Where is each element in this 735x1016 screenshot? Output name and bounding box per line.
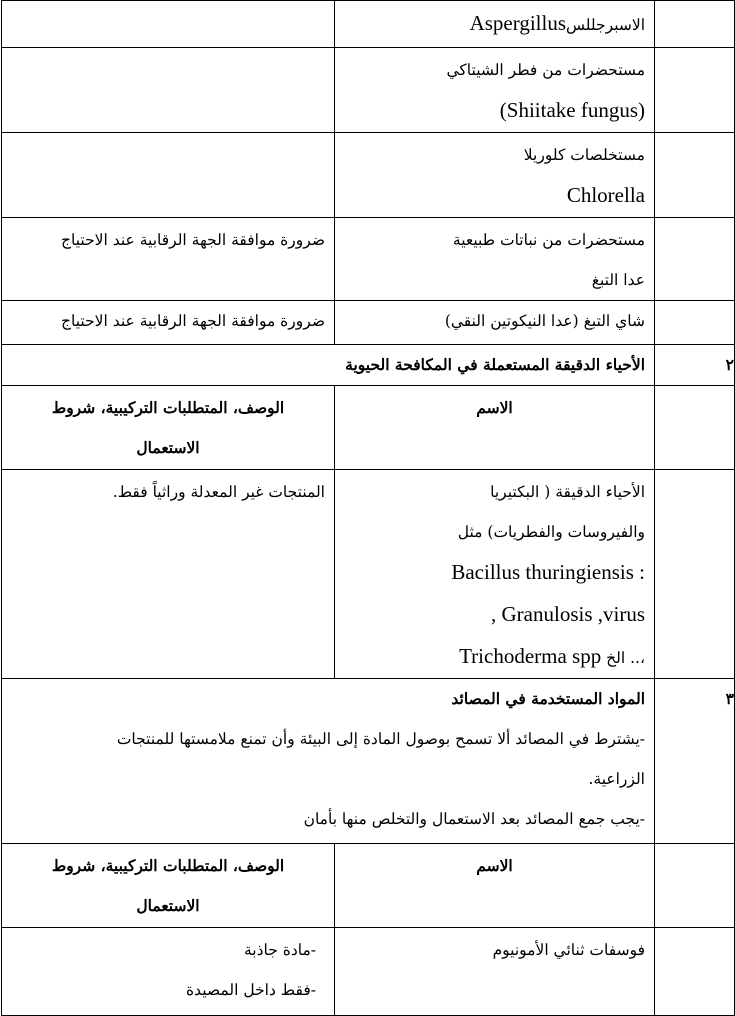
document-table: [1, 0, 735, 1016]
header-row: [2, 844, 735, 928]
number-cell: [655, 301, 735, 345]
header-desc-line: الاستعمال: [136, 896, 200, 915]
number-cell: [655, 133, 735, 218]
header-desc-line: الاستعمال: [136, 438, 200, 457]
name-cell: [335, 301, 655, 345]
condition-cell: [2, 133, 335, 218]
table-row: [2, 1, 735, 48]
item-name-arabic: الاسبرجللس: [566, 16, 645, 34]
section-title-row: [2, 679, 735, 844]
item-name-line: مستحضرات من نباتات طبيعية: [452, 231, 645, 249]
table-row: [2, 470, 735, 679]
name-cell: [335, 48, 655, 133]
section-number: ٣: [655, 679, 735, 844]
item-name-line: فوسفات ثنائي الأمونيوم: [492, 941, 645, 959]
item-name-latin: (Shiitake fungus): [499, 98, 645, 122]
header-desc-cell: [2, 844, 335, 928]
header-name: الاسم: [476, 398, 513, 417]
name-cell: [335, 133, 655, 218]
item-name-latin: Aspergillus: [469, 11, 567, 35]
table-row: [2, 928, 735, 1016]
condition-cell: [2, 218, 335, 301]
condition-text: -مادة جاذبة: [243, 941, 316, 959]
item-name-arabic: ،.. الخ: [606, 649, 645, 667]
item-name-line: شاي التبغ (عدا النيكوتين النقي): [444, 312, 645, 330]
header-name-cell: [335, 844, 655, 928]
number-cell: [655, 928, 735, 1016]
number-cell: [655, 470, 735, 679]
table-row: [2, 133, 735, 218]
name-cell: [335, 470, 655, 679]
item-name-line: عدا التبغ: [591, 271, 645, 289]
condition-cell: [2, 470, 335, 679]
section-note: -يشترط في المصائد ألا تسمح بوصول المادة إلى البيئة وأن تمنع ملامستها للمنتجات: [116, 730, 645, 748]
name-cell: [335, 928, 655, 1016]
table-row: [2, 218, 735, 301]
header-row: [2, 386, 735, 470]
condition-cell: [2, 301, 335, 345]
table-row: [2, 48, 735, 133]
section-title-cell: [2, 345, 655, 386]
item-name-line: مستحضرات من فطر الشيتاكي: [446, 61, 645, 79]
section-note: -يجب جمع المصائد بعد الاستعمال والتخلص منها بأمان: [303, 810, 645, 828]
section-title-cell: [2, 679, 655, 844]
header-desc-line: الوصف، المتطلبات التركيبية، شروط: [51, 856, 285, 875]
condition-text: ضرورة موافقة الجهة الرقابية عند الاحتياج: [61, 231, 325, 249]
section-title: الأحياء الدقيقة المستعملة في المكافحة الحيوية: [345, 355, 645, 374]
number-cell: [655, 48, 735, 133]
condition-cell: [2, 48, 335, 133]
item-name-line: الأحياء الدقيقة ( البكتيريا: [490, 483, 645, 501]
condition-text: المنتجات غير المعدلة وراثياً فقط.: [112, 483, 325, 501]
header-desc-line: الوصف، المتطلبات التركيبية، شروط: [51, 398, 285, 417]
condition-cell: [2, 1, 335, 48]
table-row: [2, 301, 735, 345]
number-cell: [655, 844, 735, 928]
name-cell: [335, 218, 655, 301]
header-desc-cell: [2, 386, 335, 470]
number-cell: [655, 1, 735, 48]
item-name-line: والفيروسات والفطريات) مثل: [457, 523, 645, 541]
header-name: الاسم: [476, 856, 513, 875]
section-number: ٢: [655, 345, 735, 386]
item-name-latin: , Granulosis ,virus: [491, 602, 645, 626]
section-note: الزراعية.: [588, 770, 645, 788]
condition-cell: [2, 928, 335, 1016]
item-name-latin: Trichoderma spp: [459, 644, 602, 668]
item-name-latin: Bacillus thuringiensis :: [451, 560, 645, 584]
number-cell: [655, 218, 735, 301]
number-cell: [655, 386, 735, 470]
section-title-row: [2, 345, 735, 386]
condition-text: -فقط داخل المصيدة: [186, 981, 316, 999]
section-title: المواد المستخدمة في المصائد: [451, 689, 645, 708]
item-name-latin: Chlorella: [566, 183, 645, 207]
name-cell: [335, 1, 655, 48]
condition-text: ضرورة موافقة الجهة الرقابية عند الاحتياج: [61, 312, 325, 330]
item-name-line: مستخلصات كلوريلا: [523, 146, 645, 164]
header-name-cell: [335, 386, 655, 470]
